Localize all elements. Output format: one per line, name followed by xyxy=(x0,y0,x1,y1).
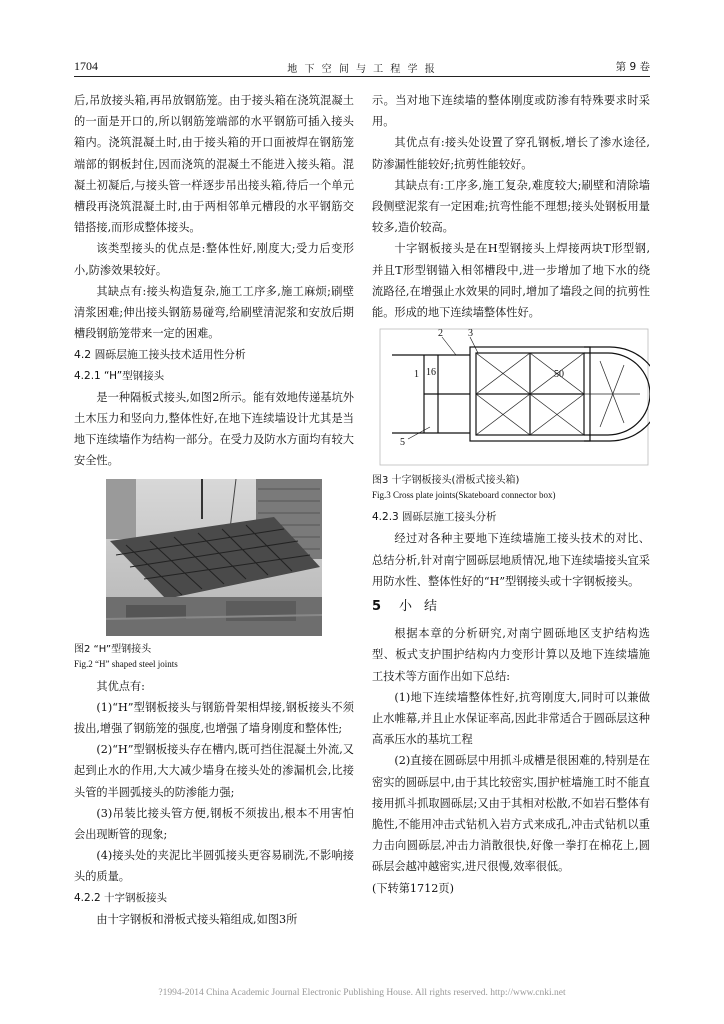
journal-title: 地 下 空 间 与 工 程 学 报 xyxy=(287,64,437,75)
section-heading-5 xyxy=(372,596,650,617)
paragraph: 其缺点有:工序多,施工复杂,难度较大;刷壁和清除墙段侧壁泥浆有一定困难;抗弯性能不理想;接头处钢板用量较多,造价较高。 xyxy=(372,178,650,235)
section-heading-4-2: 4.2 圆砾层施工接头技术适用性分析 xyxy=(74,348,246,362)
cross-plate-joint-diagram xyxy=(378,327,650,467)
right-column xyxy=(372,90,650,899)
continued-note: (下转第1712页) xyxy=(372,881,454,895)
fig3-label-3: 3 xyxy=(468,328,473,340)
fig3-label-5: 5 xyxy=(400,437,405,449)
paragraph: 经过对各种主要地下连续墙施工接头技术的对比、总结分析,针对南宁圆砾层地质情况,地下连续墙接头宜采用防水性、整体性好的“H”型钢接头或十字钢板接头。 xyxy=(372,532,650,588)
list-item: (1)地下连续墙整体性好,抗弯刚度大,同时可以兼做止水帷幕,并且止水保证率高,因此非常适合于圆砾层这种高承压水的基坑工程 xyxy=(372,690,650,747)
page-number: 1704 xyxy=(74,59,98,73)
paragraph: 该类型接头的优点是:整体性好,刚度大;受力后变形小,防渗效果较好。 xyxy=(74,242,354,277)
copyright-footer: ?1994-2014 China Academic Journal Electronic Publishing House. All rights reserved. http://www.cnki.net xyxy=(158,988,566,998)
figure-2-caption: 图2 “H”型钢接头 xyxy=(74,643,152,655)
list-item: (2)“H”型钢板接头存在槽内,既可挡住混凝土外流,又起到止水的作用,大大减少墙身在接头处的渗漏机会,比接头管的半圆弧接头的防渗能力强; xyxy=(74,743,354,799)
fig3-label-2: 2 xyxy=(438,328,443,340)
subsection-heading-4-2-1: 4.2.1 “H”型钢接头 xyxy=(74,369,165,382)
paragraph: 示。当对地下连续墙的整体刚度或防渗有特殊要求时采用。 xyxy=(372,94,650,129)
volume-label: 第 9 卷 xyxy=(615,61,650,73)
figure-3-caption-en: Fig.3 Cross plate joints(Skateboard connector box) xyxy=(372,490,556,501)
paragraph: 十字钢板接头是在H型钢接头上焊接两块T形型钢,并且T形型钢锚入相邻槽段中,进一步增加了地下水的绕流路径,在增强止水效果的同时,增加了墙段之间的抗剪性能。形成的地下连续墙整体性好。 xyxy=(372,242,650,320)
paragraph: 其优点有:接头处设置了穿孔钢板,增长了渗水途径,防渗漏性能较好;抗剪性能较好。 xyxy=(372,136,650,171)
figure-2-caption-en: Fig.2 “H” shaped steel joints xyxy=(74,658,178,669)
list-item: (3)吊装比接头管方便,钢板不须拔出,根本不用害怕会出现断管的现象; xyxy=(74,806,354,842)
subsection-heading-4-2-3: 4.2.3 圆砾层施工接头分析 xyxy=(372,511,497,524)
paragraph: 其缺点有:接头构造复杂,施工工序多,施工麻烦;刷壁清浆困难;伸出接头钢筋易碰弯,给刷壁清泥浆和安放后期槽段钢筋笼带来一定的困难。 xyxy=(74,284,354,341)
left-column xyxy=(74,90,354,930)
fig3-label-16: 16 xyxy=(426,367,436,379)
list-item: (2)直接在圆砾层中用抓斗成槽是很困难的,特别是在密实的圆砾层中,由于其比较密实,围护桩墙施工时不能直接用抓斗抓取圆砾层;又由于其相对松散,不如岩石整体有脆性,不能用冲击式钻机入岩方式来成孔,冲击式钻机以重力击向圆砾层,冲击力消散很快,好像一拳打在棉花上,圆砾层会越冲越密实,进尺很慢,效率很低。 xyxy=(372,754,650,874)
fig3-label-1: 1 xyxy=(414,369,419,381)
list-item: (4)接头处的夹泥比半圆弧接头更容易刷洗,不影响接头的质量。 xyxy=(74,849,354,884)
paragraph: 根据本章的分析研究,对南宁圆砾地区支护结构选型、板式支护围护结构内力变形计算以及地下连续墙施工技术等方面作出如下总结: xyxy=(372,627,650,683)
subsection-heading-4-2-2: 4.2.2 十字钢板接头 xyxy=(74,891,168,904)
figure-3-caption: 图3 十字钢板接头(滑板式接头箱) xyxy=(372,475,520,487)
advantages-title: 其优点有: xyxy=(96,679,145,693)
list-item: (1)“H”型钢板接头与钢筋骨架相焊接,钢板接头不须拔出,增强了钢筋笼的强度,也增强了墙身刚度和整体性; xyxy=(74,700,354,736)
h-steel-joint-photo xyxy=(106,479,322,636)
running-header xyxy=(74,55,650,77)
section-title: 小结 xyxy=(399,599,450,615)
paragraph: 由十字钢板和滑板式接头箱组成,如图3所 xyxy=(96,912,298,926)
section-number: 5 xyxy=(372,599,382,615)
paragraph: 是一种隔板式接头,如图2所示。能有效地传递基坑外土木压力和竖向力,整体性好,在地下连续墙设计尤其是当地下连续墙作为结构一部分。在受力及防水方面均有较大安全性。 xyxy=(74,390,354,468)
fig3-label-50: 50 xyxy=(554,369,564,381)
paragraph: 后,吊放接头箱,再吊放钢筋笼。由于接头箱在浇筑混凝土的一面是开口的,所以钢筋笼端部的水平钢筋可插入接头箱内。浇筑混凝土时,由于接头箱的开口面被焊在钢筋笼端部的钢板封住,因而浇筑的混凝土不能进入接头箱。混凝土初凝后,与接头管一样逐步吊出接头箱,待后一个单元槽段再浇筑混凝土时,由于两相邻单元槽段的水平钢筋交错搭接,而形成整体接头。 xyxy=(74,94,354,235)
